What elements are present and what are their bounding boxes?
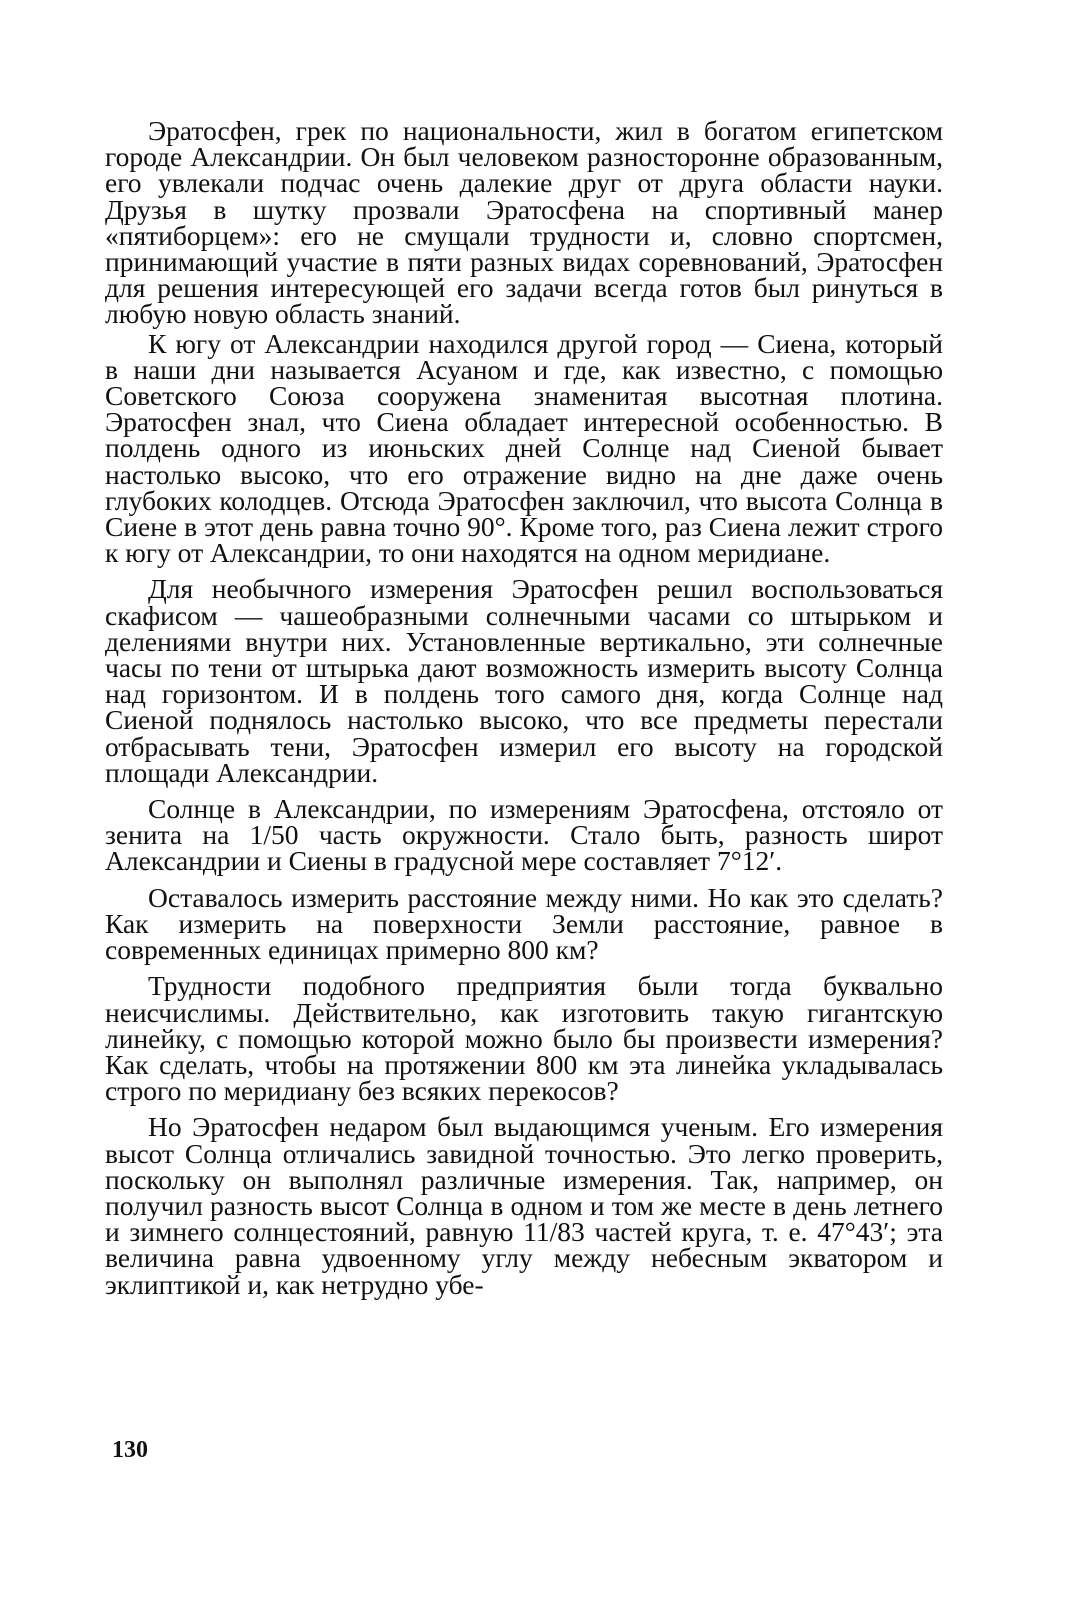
paragraph-6: Трудности подобного предприятия были тогда буквально неисчислимы. Действительно, как изготовить такую гигантскую линейку, с помощью которой можно было бы произвести измерения? Как сделать, чтобы на протяжении 800 км эта линейка укладывалась строго по меридиану без всяких перекосов? — [105, 970, 943, 1107]
paragraph-3: Для необычного измерения Эратосфен решил воспользоваться скафисом — чашеобразными солнечными часами со штырьком и делениями внутри них. Установленные вертикально, эти солнечные часы по тени от штырька дают возможность измерить высоту Солнца над горизонтом. И в полдень того самого дня, когда Солнце над Сиеной поднялось настолько высоко, что все предметы перестали отбрасывать тени, Эратосфен измерил его высоту на городской площади Александрии. — [105, 573, 943, 788]
paragraph-4: Солнце в Александрии, по измерениям Эратосфена, отстояло от зенита на 1/50 часть окружности. Стало быть, разность широт Александрии и Сиены в градусной мере составляет 7°12′. — [105, 793, 943, 877]
paragraph-2: К югу от Александрии находился другой город — Сиена, который в наши дни называется Асуаном и где, как известно, с помощью Советского Союза сооружена знаменитая высотная плотина. Эратосфен знал, что Сиена обладает интересной особенностью. В полдень одного из июньских дней Солнце над Сиеной бывает настолько высоко, что его отражение видно на дне даже очень глубоких колодцев. Отсюда Эратосфен заключил, что высота Солнца в Сиене в этот день равна точно 90°. Кроме того, раз Сиена лежит строго к югу от Александрии, то они находятся на одном меридиане. — [105, 327, 943, 569]
paragraph-5: Оставалось измерить расстояние между ними. Но как это сделать? Как измерить на поверхности Земли расстояние, равное в современных единицах примерно 800 км? — [105, 881, 943, 966]
page-number: 130 — [112, 1437, 148, 1463]
paragraph-1: Эратосфен, грек по национальности, жил в богатом египетском городе Александрии. Он был человеком разносторонне образованным, его увлекали подчас очень далекие друг от друга области науки. Друзья в шутку прозвали Эратосфена на спортивный манер «пятиборцем»: его не смущали трудности и, словно спортсмен, принимающий участие в пяти разных видах соревнований, Эратосфен для решения интересующей его задачи всегда готов был ринуться в любую новую область знаний. — [105, 115, 943, 330]
page-text — [105, 115, 943, 1308]
paragraph-7: Но Эратосфен недаром был выдающимся ученым. Его измерения высот Солнца отличались завидной точностью. Это легко проверить, поскольку он выполнял различные измерения. Так, например, он получил разность высот Солнца в одном и том же месте в день летнего и зимнего солнцестояний, равную 11/83 частей круга, т. е. 47°43′; эта величина равна удвоенному углу между небесным экватором и эклиптикой и, как нетрудно убе- — [105, 1111, 943, 1300]
